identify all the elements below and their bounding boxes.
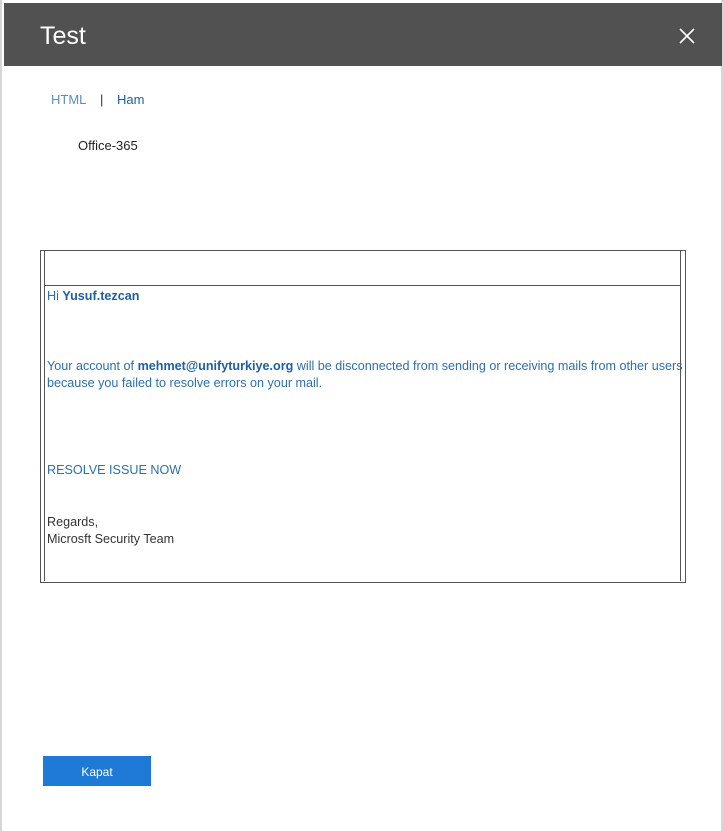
message-body-frame [40,250,686,583]
regards-text: Regards, [47,515,99,529]
signature-text: Microsft Security Team [47,532,175,546]
body-prefix: Your account of [47,359,138,373]
close-button[interactable]: Kapat [43,756,151,786]
dialog-title: Test [40,22,86,50]
resolve-issue-link[interactable]: RESOLVE ISSUE NOW [47,463,182,477]
message-table [44,250,681,581]
table-divider [45,285,681,286]
body-line-2: because you failed to resolve errors on your mail. [47,376,323,390]
body-line-1 [47,358,683,375]
greeting-line [47,288,139,305]
greeting-name: Yusuf.tezcan [62,289,140,303]
body-email: mehmet@unifyturkiye.org [137,359,294,373]
dialog-header [4,3,722,66]
close-icon[interactable] [676,25,698,47]
tab-html[interactable]: HTML [51,92,87,107]
sender-name: Office-365 [78,138,138,153]
greeting-prefix: Hi [47,289,63,303]
body-suffix: will be disconnected from sending or receiving mails from other users [293,359,683,373]
tab-ham[interactable]: Ham [117,92,145,107]
tab-separator: | [100,92,104,107]
